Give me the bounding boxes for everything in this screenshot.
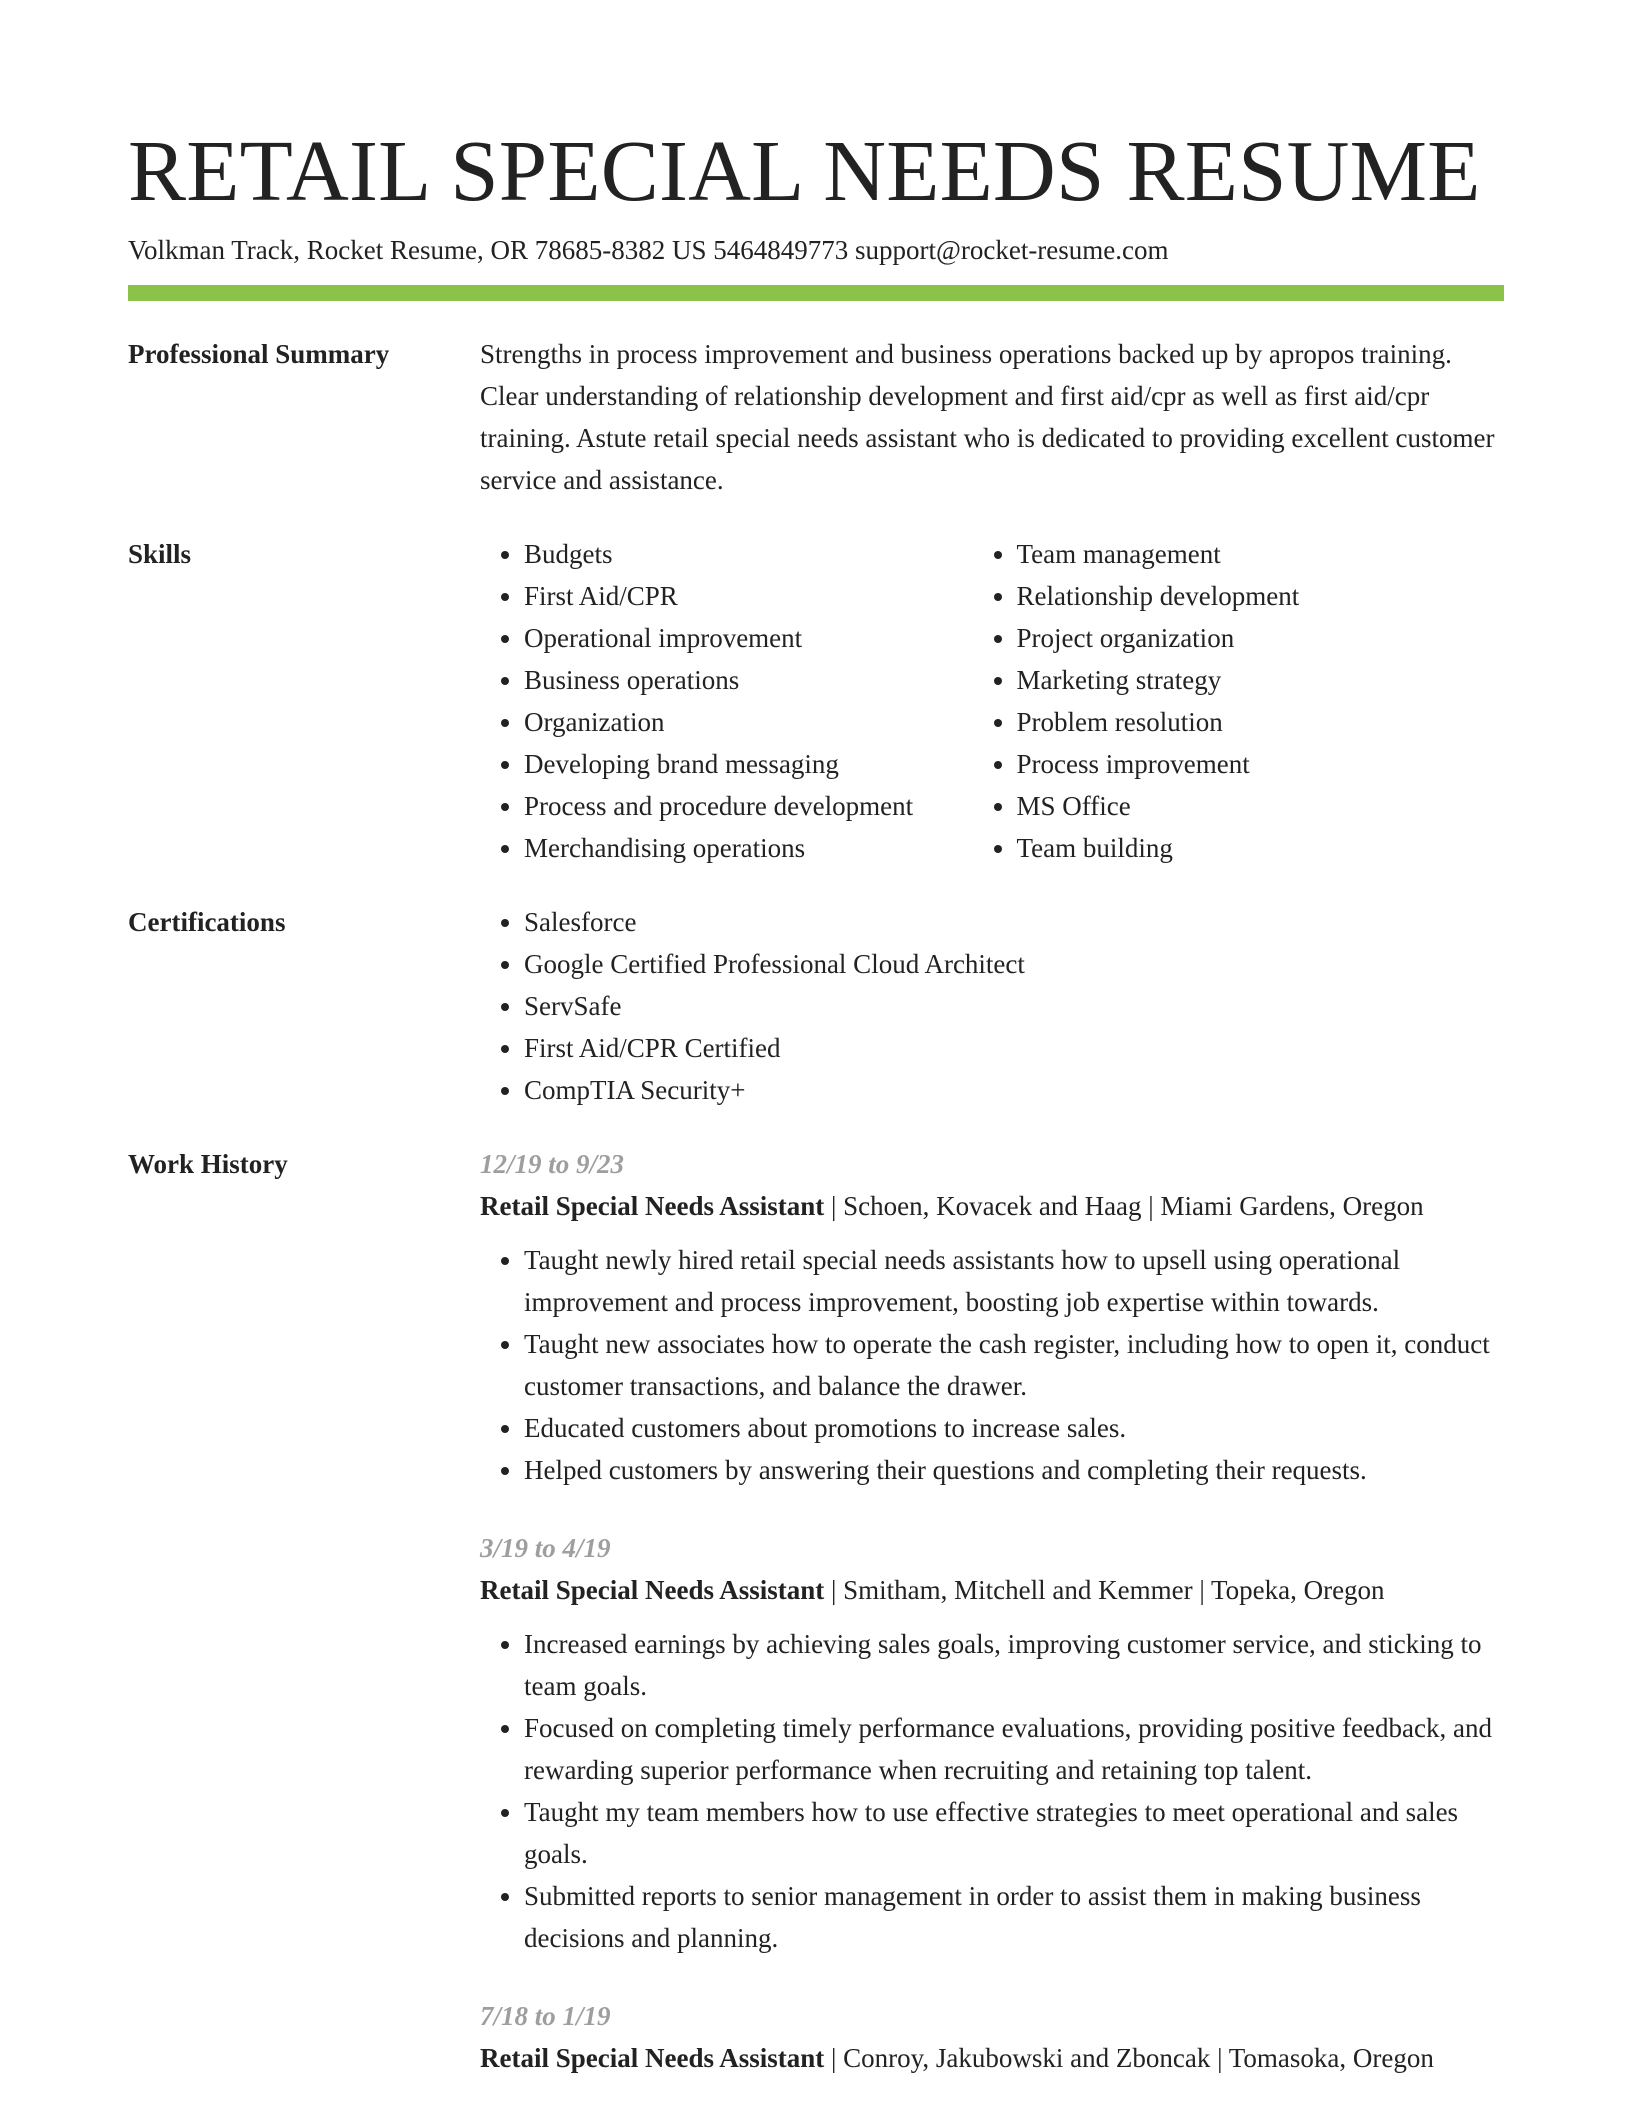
- work-history-label: Work History: [128, 1149, 288, 1179]
- contact-line: Volkman Track, Rocket Resume, OR 78685-8382 US 5464849773 support@rocket-resume.com: [128, 235, 1169, 265]
- job-bullet: • Increased earnings by achieving sales goals, improving customer service, and sticking to team goals.: [524, 1623, 1504, 1707]
- job-title-line: [480, 1569, 1504, 1611]
- job-employer: | Schoen, Kovacek and Haag | Miami Gardens, Oregon: [824, 1191, 1424, 1221]
- job-bullets: [480, 1239, 1504, 1491]
- job-title: Retail Special Needs Assistant: [480, 1575, 825, 1605]
- skills-list-left: [480, 533, 973, 869]
- job-bullet: • Educated customers about promotions to increase sales.: [524, 1407, 1504, 1449]
- skill-item: • Relationship development: [1017, 575, 1505, 617]
- summary-label: Professional Summary: [128, 339, 390, 369]
- skill-item: • Team management: [1017, 533, 1505, 575]
- job-dates: 12/19 to 9/23: [480, 1149, 625, 1179]
- skills-label: Skills: [128, 539, 192, 569]
- skill-item: • Operational improvement: [524, 617, 973, 659]
- certification-item: • CompTIA Security+: [524, 1069, 1504, 1111]
- certifications-label: Certifications: [128, 907, 286, 937]
- job-bullet: • Focused on completing timely performance evaluations, providing positive feedback, and rewarding superior performance when recruiting and retaining top talent.: [524, 1707, 1504, 1791]
- job-bullet: • Taught new associates how to operate the cash register, including how to open it, conduct customer transactions, and balance the drawer.: [524, 1323, 1504, 1407]
- skill-item: • MS Office: [1017, 785, 1505, 827]
- certifications-section: [128, 901, 1504, 1111]
- skills-list-right: [973, 533, 1505, 869]
- skill-item: • Organization: [524, 701, 973, 743]
- job-bullet: • Submitted reports to senior management in order to assist them in making business decisions and planning.: [524, 1875, 1504, 1959]
- accent-rule: [128, 285, 1504, 301]
- job-employer: | Smitham, Mitchell and Kemmer | Topeka, Oregon: [824, 1575, 1385, 1605]
- skill-item: • Developing brand messaging: [524, 743, 973, 785]
- certification-item: • Salesforce: [524, 901, 1504, 943]
- job-entry: [480, 1527, 1504, 1959]
- job-bullet: • Taught my team members how to use effective strategies to meet operational and sales goals.: [524, 1791, 1504, 1875]
- summary-section: [128, 333, 1504, 501]
- job-title: Retail Special Needs Assistant: [480, 2043, 825, 2073]
- skill-item: • Team building: [1017, 827, 1505, 869]
- certification-item: • ServSafe: [524, 985, 1504, 1027]
- skill-item: • Merchandising operations: [524, 827, 973, 869]
- resume-title: RETAIL SPECIAL NEEDS RESUME: [128, 122, 1481, 219]
- job-bullets: [480, 1623, 1504, 1959]
- skill-item: • Process improvement: [1017, 743, 1505, 785]
- job-dates: 7/18 to 1/19: [480, 2001, 611, 2031]
- skill-item: • First Aid/CPR: [524, 575, 973, 617]
- certifications-list: [480, 901, 1504, 1111]
- job-title-line: [480, 1185, 1504, 1227]
- job-dates: 3/19 to 4/19: [480, 1533, 611, 1563]
- summary-text: Strengths in process improvement and business operations backed up by apropos training. Clear understanding of relationship development and first aid/cpr as well as first aid/cpr training. Astute retail special needs assistant who is dedicated to providing excellent customer service and assistance.: [480, 339, 1495, 495]
- job-entry: [480, 1995, 1504, 2079]
- certification-item: • Google Certified Professional Cloud Architect: [524, 943, 1504, 985]
- job-employer: | Conroy, Jakubowski and Zboncak | Tomasoka, Oregon: [824, 2043, 1434, 2073]
- job-entry: [480, 1143, 1504, 1491]
- skill-item: • Process and procedure development: [524, 785, 973, 827]
- job-title: Retail Special Needs Assistant: [480, 1191, 825, 1221]
- skill-item: • Project organization: [1017, 617, 1505, 659]
- job-bullet: • Taught newly hired retail special needs assistants how to upsell using operational improvement and process improvement, boosting job expertise within towards.: [524, 1239, 1504, 1323]
- certification-item: • First Aid/CPR Certified: [524, 1027, 1504, 1069]
- job-title-line: [480, 2037, 1504, 2079]
- resume-page: [128, 118, 1504, 2115]
- skill-item: • Marketing strategy: [1017, 659, 1505, 701]
- skills-section: [128, 533, 1504, 869]
- skill-item: • Problem resolution: [1017, 701, 1505, 743]
- skill-item: • Business operations: [524, 659, 973, 701]
- skill-item: • Budgets: [524, 533, 973, 575]
- job-bullet: • Helped customers by answering their questions and completing their requests.: [524, 1449, 1504, 1491]
- work-history-section: [128, 1143, 1504, 2079]
